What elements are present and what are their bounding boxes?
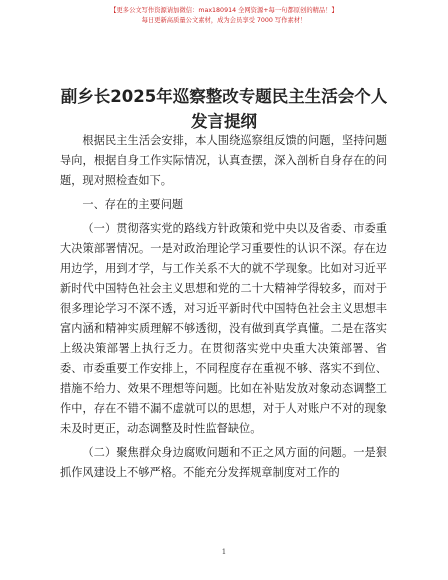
promo-banner-line-2: 每日更新高质量公文素材，成为会员享受 7000 写作素材！: [141, 17, 307, 24]
section-heading: 一、存在的主要问题: [82, 198, 184, 211]
intro-paragraph: 根据民主生活会安排，本人围绕巡察组反馈的问题，坚持问题导向，根据自身工作实际情况，认真查摆，深入剖析自身存在的问题，现对照检查如下。: [60, 134, 387, 187]
page-number: 1: [221, 548, 227, 556]
item-2-paragraph: （二）聚焦群众身边腐败问题和不正之风方面的问题。一是狠抓作风建设上不够严格。不能充分发挥规章制度对工作的: [60, 446, 387, 479]
document-body: [60, 131, 387, 483]
promo-banner-line-1: 【更多公文写作资源请加微信：max180914 全网资源+每一句都原创的精品！】: [110, 7, 338, 14]
promo-banner: [0, 6, 448, 26]
item-1-paragraph: （一）贯彻落实党的路线方针政策和党中央以及省委、市委重大决策部署情况。一是对政治理论学习重要性的认识不深。存在边用边学，用到才学，与工作关系不大的就不学现象。比如对习近平新时代中国特色社会主义思想和党的二十大精神学得较多，而对于很多理论学习不深不透，对习近平新时代中国特色社会主义思想丰富内涵和精神实质理解不够透彻，没有做到真学真懂。二是在落实上级决策部署上执行乏力。在贯彻落实党中央重大决策部署、省委、市委重要工作安排上，不同程度存在重视不够、落实不到位、措施不给力、效果不理想等问题。比如在补贴发放对象动态调整工作中，存在不错不漏不虚就可以的思想，对于人对账户不对的现象未及时更正，动态调整及时性监督缺位。: [60, 222, 387, 435]
document-title: 副乡长2025年巡察整改专题民主生活会个人发言提纲: [60, 87, 388, 131]
